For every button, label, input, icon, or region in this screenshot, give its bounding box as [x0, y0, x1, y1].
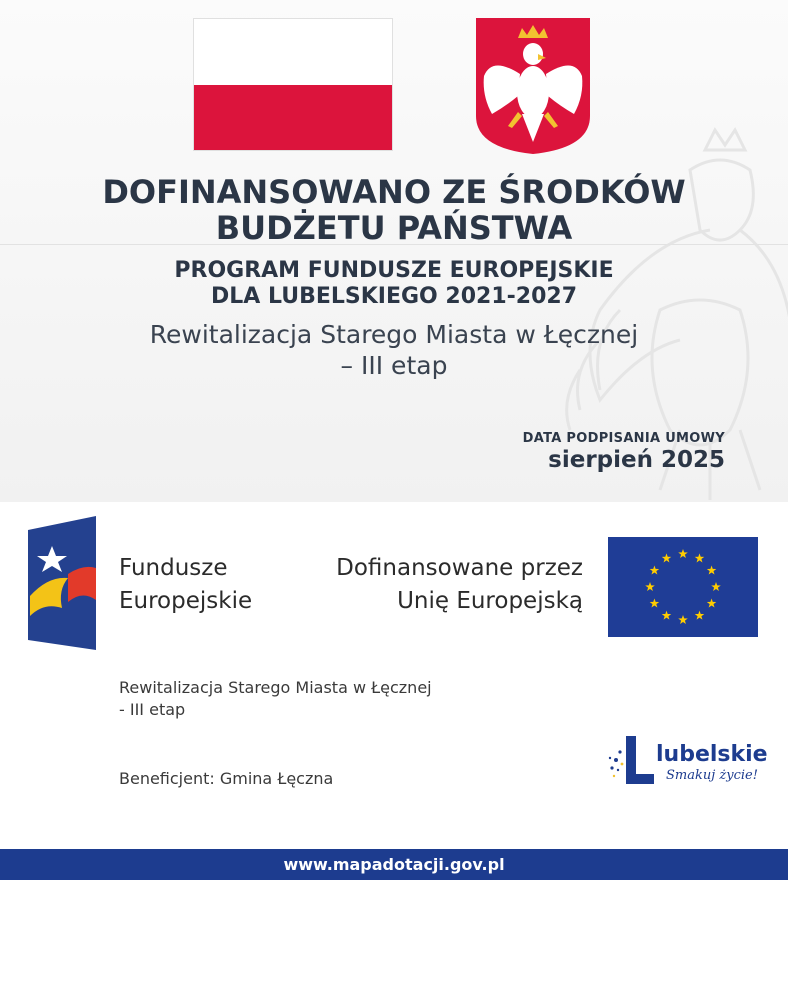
polish-emblem-icon	[472, 16, 594, 156]
eu-star-icon	[695, 553, 705, 562]
eu-line-1: Dofinansowane przez	[336, 555, 583, 581]
eu-star-icon	[678, 549, 688, 558]
eu-cofinancing-text	[336, 552, 583, 618]
eu-flag-icon	[608, 537, 758, 637]
signing-date-value: sierpień 2025	[548, 447, 725, 473]
lubelskie-logo	[606, 732, 768, 794]
eu-star-icon	[650, 599, 660, 608]
project-line-2: - III etap	[119, 700, 186, 719]
eu-star-icon	[650, 566, 660, 575]
fundusze-europejskie-logo-icon	[28, 516, 98, 650]
eu-star-icon	[707, 599, 717, 608]
footer-url-link[interactable]: www.mapadotacji.gov.pl	[283, 855, 505, 874]
eu-star-icon	[711, 582, 721, 591]
signing-date-label: DATA PODPISANIA UMOWY	[522, 431, 725, 446]
program-line-2: DLA LUBELSKIEGO 2021-2027	[211, 284, 577, 309]
fundusze-europejskie-text	[119, 552, 252, 618]
eu-star-icon	[707, 566, 717, 575]
program-line-1: PROGRAM FUNDUSZE EUROPEJSKIE	[174, 258, 614, 283]
footer-bar	[0, 849, 788, 880]
lubelskie-name: lubelskie	[656, 742, 768, 767]
fe-line-2: Europejskie	[119, 588, 253, 614]
polish-flag-icon	[193, 18, 393, 151]
title-line-2: BUDŻETU PAŃSTWA	[215, 209, 573, 247]
eu-star-icon	[678, 615, 688, 624]
eu-line-2: Unię Europejską	[397, 588, 583, 614]
project-line-1: Rewitalizacja Starego Miasta w Łęcznej	[119, 678, 432, 697]
beneficiary-text: Beneficjent: Gmina Łęczna	[119, 769, 334, 788]
eu-star-icon	[645, 582, 655, 591]
lubelskie-tagline: Smakuj życie!	[666, 768, 758, 783]
eu-star-icon	[662, 611, 672, 620]
eu-star-icon	[695, 611, 705, 620]
project-title-line-2: – III etap	[340, 351, 448, 380]
project-title-line-1: Rewitalizacja Starego Miasta w Łęcznej	[149, 320, 639, 349]
title-line-1: DOFINANSOWANO ZE ŚRODKÓW	[102, 173, 686, 211]
fe-line-1: Fundusze	[119, 555, 228, 581]
eu-star-icon	[662, 553, 672, 562]
project-description	[119, 677, 432, 721]
